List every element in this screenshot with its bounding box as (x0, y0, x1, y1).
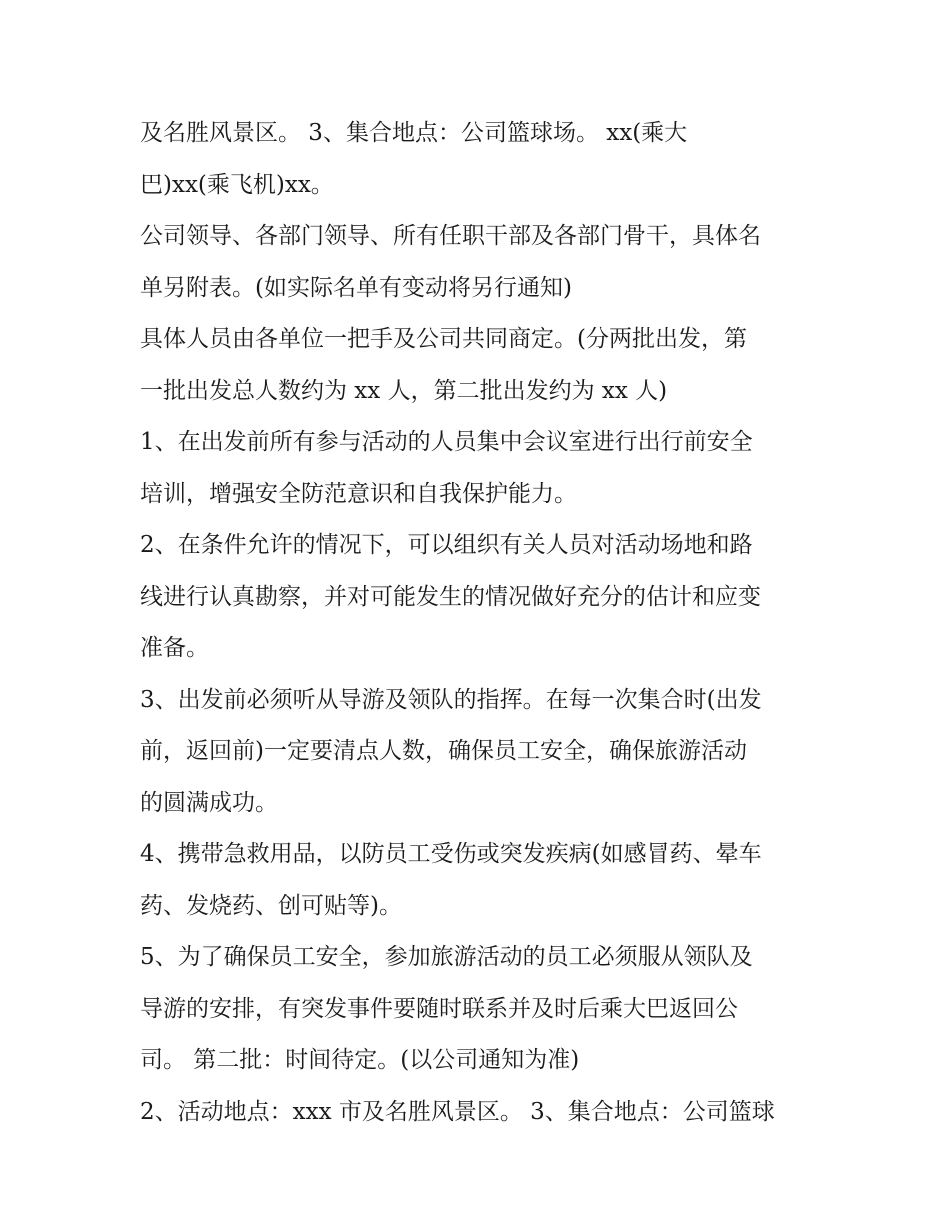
text-line: 培训，增强安全防范意识和自我保护能力。 (140, 480, 577, 507)
text-line: 一批出发总人数约为 xx 人，第二批出发约为 xx 人) (140, 377, 668, 404)
text-line: 2、在条件允许的情况下，可以组织有关人员对活动场地和路 (140, 532, 753, 558)
text-line: 的圆满成功。 (140, 789, 278, 816)
text-line: 及名胜风景区。 3、集合地点：公司篮球场。 xx(乘大 (140, 120, 688, 146)
text-line: 前，返回前)一定要清点人数，确保员工安全，确保旅游活动 (140, 738, 747, 764)
document-body (140, 108, 820, 1138)
paragraph-follow-guide (140, 675, 820, 830)
paragraph-first-aid (140, 829, 820, 932)
text-line: 准备。 (140, 635, 209, 661)
paragraph-employee-safety (140, 932, 820, 1087)
paragraph-safety-training (140, 417, 820, 520)
text-line: 单另附表。(如实际名单有变动将另行通知) (140, 274, 572, 301)
paragraph-assembly-location (140, 108, 820, 211)
paragraph-participants (140, 211, 820, 314)
paragraph-batches (140, 314, 820, 417)
text-line: 1、在出发前所有参与活动的人员集中会议室进行出行前安全 (140, 429, 753, 455)
text-line: 4、携带急救用品，以防员工受伤或突发疾病(如感冒药、晕车 (140, 841, 762, 867)
text-line: 5、为了确保员工安全，参加旅游活动的员工必须服从领队及 (140, 944, 753, 970)
text-line: 2、活动地点：xxx 市及名胜风景区。 3、集合地点：公司篮球 (140, 1098, 775, 1125)
text-line: 具体人员由各单位一把手及公司共同商定。(分两批出发，第 (140, 326, 747, 352)
text-line: 线进行认真勘察，并对可能发生的情况做好充分的估计和应变 (140, 583, 761, 610)
text-line: 巴)xx(乘飞机)xx。 (140, 171, 334, 198)
text-line: 3、出发前必须听从导游及领队的指挥。在每一次集合时(出发 (140, 686, 762, 713)
text-line: 公司领导、各部门领导、所有任职干部及各部门骨干，具体名 (140, 223, 761, 249)
text-line: 导游的安排，有突发事件要随时联系并及时后乘大巴返回公 (140, 995, 738, 1022)
paragraph-activity-location (140, 1087, 820, 1139)
text-line: 司。 第二批：时间待定。(以公司通知为准) (140, 1047, 580, 1073)
paragraph-site-survey (140, 520, 820, 675)
text-line: 药、发烧药、创可贴等)。 (140, 892, 402, 919)
